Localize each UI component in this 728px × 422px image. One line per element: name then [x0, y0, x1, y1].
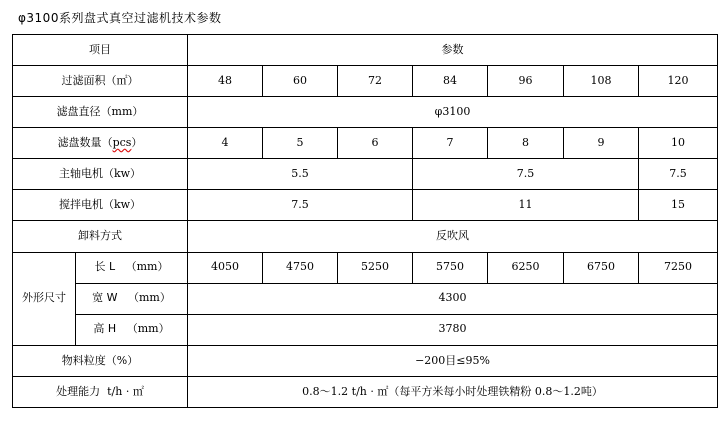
row-capacity: [13, 376, 718, 407]
label-text: 滤盘数量: [57, 135, 102, 149]
cell: 5.5: [188, 159, 413, 190]
label-text: 滤盘直径: [56, 104, 101, 118]
unit-post: ）: [131, 135, 143, 149]
row-disc-count: [13, 128, 718, 159]
cell: 6250: [488, 252, 564, 283]
label-text: 搅拌电机: [58, 198, 103, 212]
cell: 10: [639, 128, 718, 159]
label-text: 过滤面积: [61, 73, 106, 87]
cell: −200目≤95%: [188, 345, 718, 376]
unit-text: （mm）: [128, 291, 171, 305]
unit-text: （%）: [105, 353, 139, 367]
row-length: [13, 252, 718, 283]
cell: 60: [263, 66, 338, 97]
label-text: 宽 W: [92, 291, 118, 305]
unit-text: （mm）: [125, 260, 169, 274]
cell: 15: [639, 190, 718, 221]
cell: φ3100: [188, 97, 718, 128]
row-label: [13, 97, 188, 128]
dims-group-label: 外形尺寸: [13, 252, 76, 345]
cell: 4300: [188, 283, 718, 314]
label-text: 高 H: [93, 322, 117, 336]
row-discharge: [13, 221, 718, 252]
unit-text: （mm）: [100, 104, 144, 118]
row-label: [13, 66, 188, 97]
cell: 9: [564, 128, 639, 159]
row-height: [13, 314, 718, 345]
cell: 反吹风: [188, 221, 718, 252]
row-disc-diameter: [13, 97, 718, 128]
cell: 3780: [188, 314, 718, 345]
cell: 6750: [564, 252, 639, 283]
cell: 5250: [338, 252, 413, 283]
label-text: 处理能力: [56, 384, 101, 398]
header-item: 项目: [13, 35, 188, 66]
unit-text: t/h · ㎡: [107, 384, 144, 398]
unit-pre: （: [101, 135, 113, 149]
cell: 0.8～1.2 t/h · ㎡（每平方米每小时处理铁精粉 0.8～1.2吨）: [188, 376, 718, 407]
row-label: [76, 314, 188, 345]
cell: 108: [564, 66, 639, 97]
unit-text: （㎡）: [105, 73, 139, 87]
cell: 4750: [263, 252, 338, 283]
row-filter-area: [13, 66, 718, 97]
cell: 7: [413, 128, 488, 159]
unit-text: （mm）: [126, 322, 170, 336]
row-label: [76, 252, 188, 283]
cell: 72: [338, 66, 413, 97]
row-label: [13, 376, 188, 407]
cell: 7.5: [188, 190, 413, 221]
cell: 84: [413, 66, 488, 97]
row-granularity: [13, 345, 718, 376]
table-title: φ3100系列盘式真空过滤机技术参数: [18, 11, 222, 25]
row-label: [13, 345, 188, 376]
cell: 5: [263, 128, 338, 159]
row-mixer-motor: [13, 190, 718, 221]
cell: 48: [188, 66, 263, 97]
cell: 7.5: [413, 159, 639, 190]
header-params: 参数: [188, 35, 718, 66]
cell: 6: [338, 128, 413, 159]
cell: 7250: [639, 252, 718, 283]
label-text: 物料粒度: [61, 353, 106, 367]
row-label: [13, 190, 188, 221]
row-label: [76, 283, 188, 314]
cell: 7.5: [639, 159, 718, 190]
cell: 96: [488, 66, 564, 97]
label-text: 长 L: [94, 260, 116, 274]
unit-pcs: pcs: [112, 135, 132, 149]
header-row: [13, 35, 718, 66]
row-width: [13, 283, 718, 314]
cell: 5750: [413, 252, 488, 283]
label-text: 主轴电机: [58, 167, 103, 181]
cell: 8: [488, 128, 564, 159]
row-label: [13, 159, 188, 190]
cell: 4: [188, 128, 263, 159]
row-label: [13, 128, 188, 159]
cell: 11: [413, 190, 639, 221]
spec-table: [12, 34, 718, 408]
unit-text: （kw）: [102, 167, 142, 181]
cell: 120: [639, 66, 718, 97]
cell: 4050: [188, 252, 263, 283]
unit-text: （kw）: [102, 198, 142, 212]
row-label: 卸料方式: [13, 221, 188, 252]
row-main-motor: [13, 159, 718, 190]
